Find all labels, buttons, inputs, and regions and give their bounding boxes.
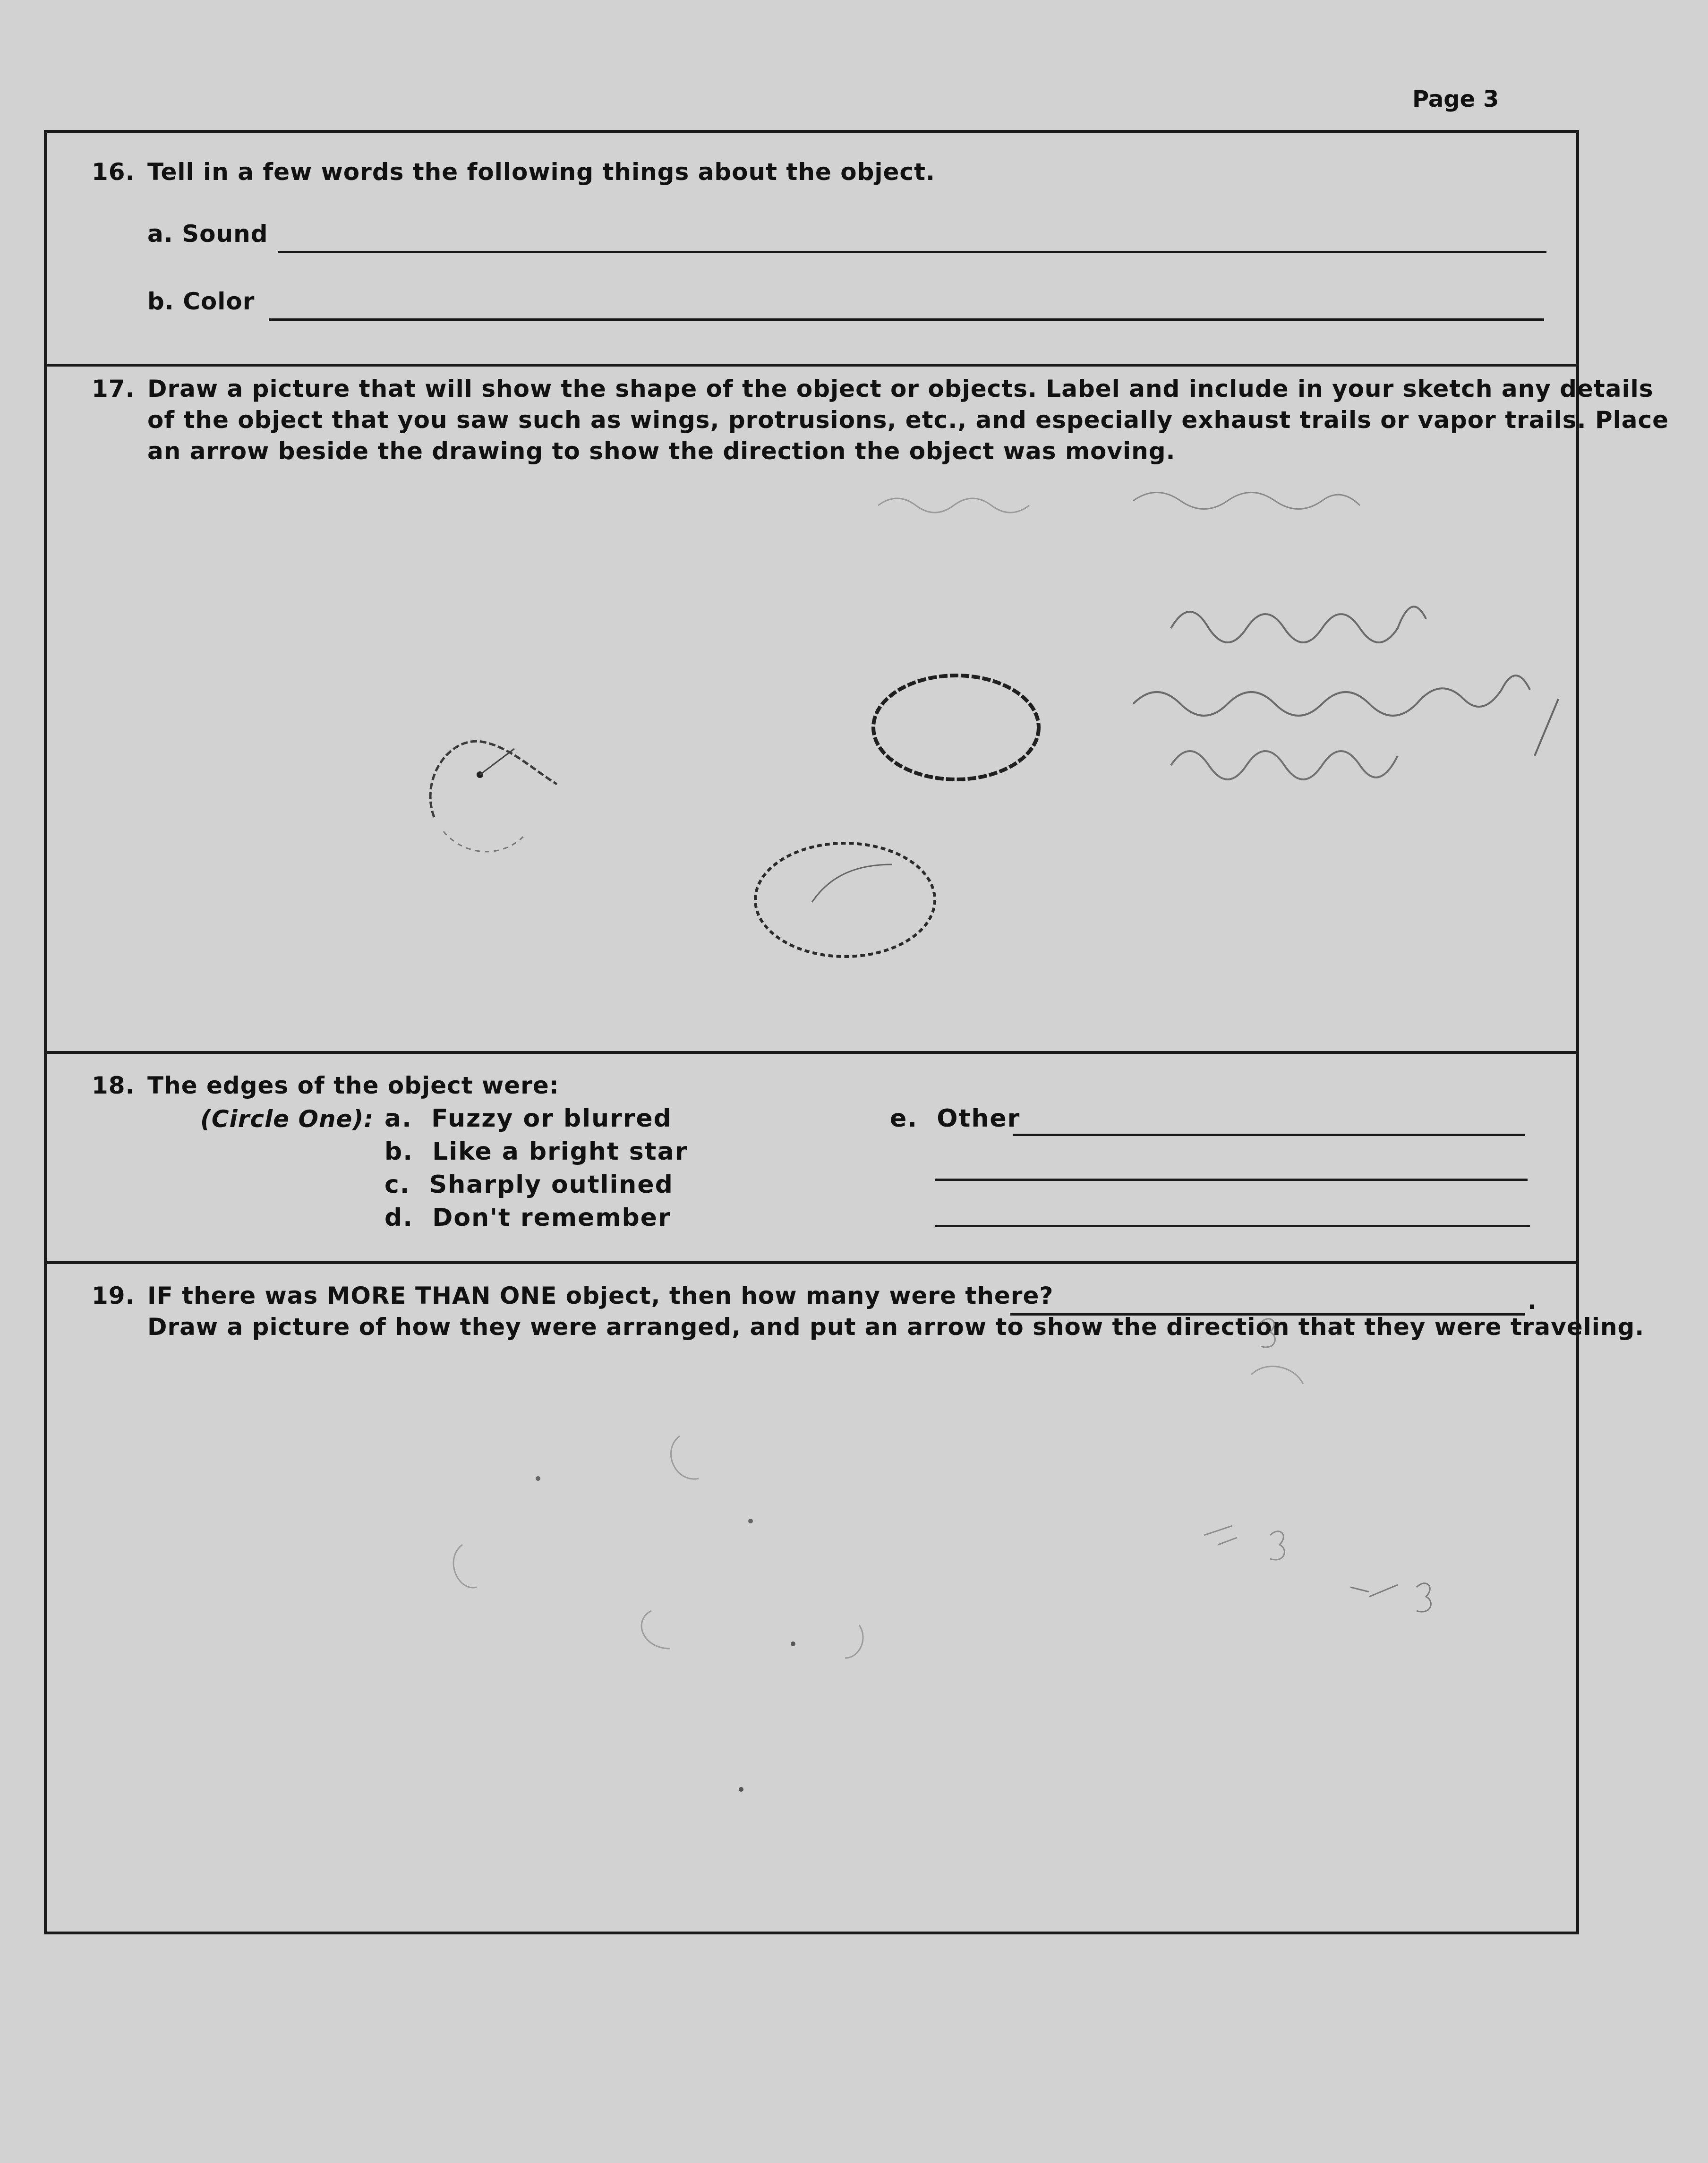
object-count-period: . bbox=[1528, 1287, 1537, 1315]
pencil-dot-7 bbox=[748, 1519, 753, 1523]
sketch-mark bbox=[480, 749, 514, 775]
other-answer-line-1[interactable] bbox=[1013, 1134, 1525, 1136]
faint-arc-4 bbox=[845, 1625, 863, 1658]
option-a[interactable]: a. Fuzzy or blurred bbox=[384, 1104, 672, 1133]
question-16-section bbox=[47, 133, 1576, 367]
option-c[interactable]: c. Sharply outlined bbox=[384, 1171, 674, 1199]
faint-arrow-1 bbox=[1204, 1526, 1237, 1545]
pencil-scribble-4 bbox=[1133, 675, 1530, 716]
object-sketch bbox=[47, 364, 1577, 1051]
sketch-object-lower bbox=[755, 843, 935, 957]
question-17-number: 17. bbox=[92, 375, 135, 402]
faint-arc-3 bbox=[641, 1611, 670, 1649]
question-19-section bbox=[47, 1261, 1645, 1934]
question-16-number: 16. bbox=[92, 158, 135, 186]
question-18-prompt: 18. The edges of the object were: bbox=[92, 1070, 559, 1101]
sketch-object-upper bbox=[873, 675, 1039, 779]
faint-letter-3 bbox=[1417, 1583, 1431, 1612]
other-answer-line-3[interactable] bbox=[935, 1225, 1530, 1227]
question-19-prompt: 19. IF there was MORE THAN ONE object, then how many were there? Draw a picture of how they were arranged, and put an arrow to show the direction that they were traveling. bbox=[92, 1280, 1644, 1342]
pencil-dot-9 bbox=[791, 1641, 795, 1646]
faint-arc-2 bbox=[671, 1436, 699, 1479]
sketch-object-lower-mark bbox=[812, 864, 892, 902]
page-number: Page 3 bbox=[1412, 86, 1499, 112]
faint-letter-1 bbox=[1261, 1319, 1275, 1347]
sketch-object-left bbox=[430, 741, 557, 817]
sound-label: a. Sound bbox=[147, 220, 268, 248]
pencil-dot-8 bbox=[536, 1476, 540, 1481]
question-17-prompt: 17. Draw a picture that will show the shape of the object or objects. Label and include in your sketch any details of the object that you saw such as wings, protrusions, etc., and especially exhaust trails or vapor trails. Place an arrow beside the drawing to show the direction the object was moving. bbox=[92, 373, 1669, 467]
question-17-section bbox=[47, 364, 1669, 1054]
option-e[interactable]: e. Other bbox=[890, 1104, 1021, 1133]
color-label: b. Color bbox=[147, 288, 255, 315]
pencil-scribble-3 bbox=[1171, 607, 1426, 642]
faint-letter-2 bbox=[1270, 1531, 1284, 1560]
pencil-scribble-1 bbox=[878, 498, 1029, 513]
questionnaire-form bbox=[44, 130, 1669, 1934]
faint-arrow-2 bbox=[1350, 1585, 1398, 1597]
faint-arc-5 bbox=[1251, 1367, 1303, 1384]
color-answer-line[interactable] bbox=[269, 318, 1544, 321]
pencil-scribble-5 bbox=[1171, 751, 1398, 779]
option-d[interactable]: d. Don't remember bbox=[384, 1204, 671, 1232]
pencil-dot-1 bbox=[739, 1787, 743, 1792]
pencil-scribble-2 bbox=[1133, 493, 1360, 509]
sound-answer-line[interactable] bbox=[278, 251, 1546, 253]
pencil-stroke bbox=[1535, 699, 1558, 756]
question-18-number: 18. bbox=[92, 1072, 135, 1099]
sketch-object-left-lower bbox=[444, 831, 524, 852]
faint-arc-1 bbox=[453, 1545, 477, 1588]
other-answer-line-2[interactable] bbox=[935, 1179, 1528, 1181]
option-b[interactable]: b. Like a bright star bbox=[384, 1137, 688, 1166]
question-16-prompt: 16. Tell in a few words the following things about the object. bbox=[92, 156, 935, 188]
question-18-section bbox=[47, 1051, 1576, 1264]
arrangement-sketch bbox=[47, 1261, 1577, 1932]
circle-one-instruction: (Circle One): bbox=[200, 1105, 374, 1133]
question-19-number: 19. bbox=[92, 1282, 135, 1309]
